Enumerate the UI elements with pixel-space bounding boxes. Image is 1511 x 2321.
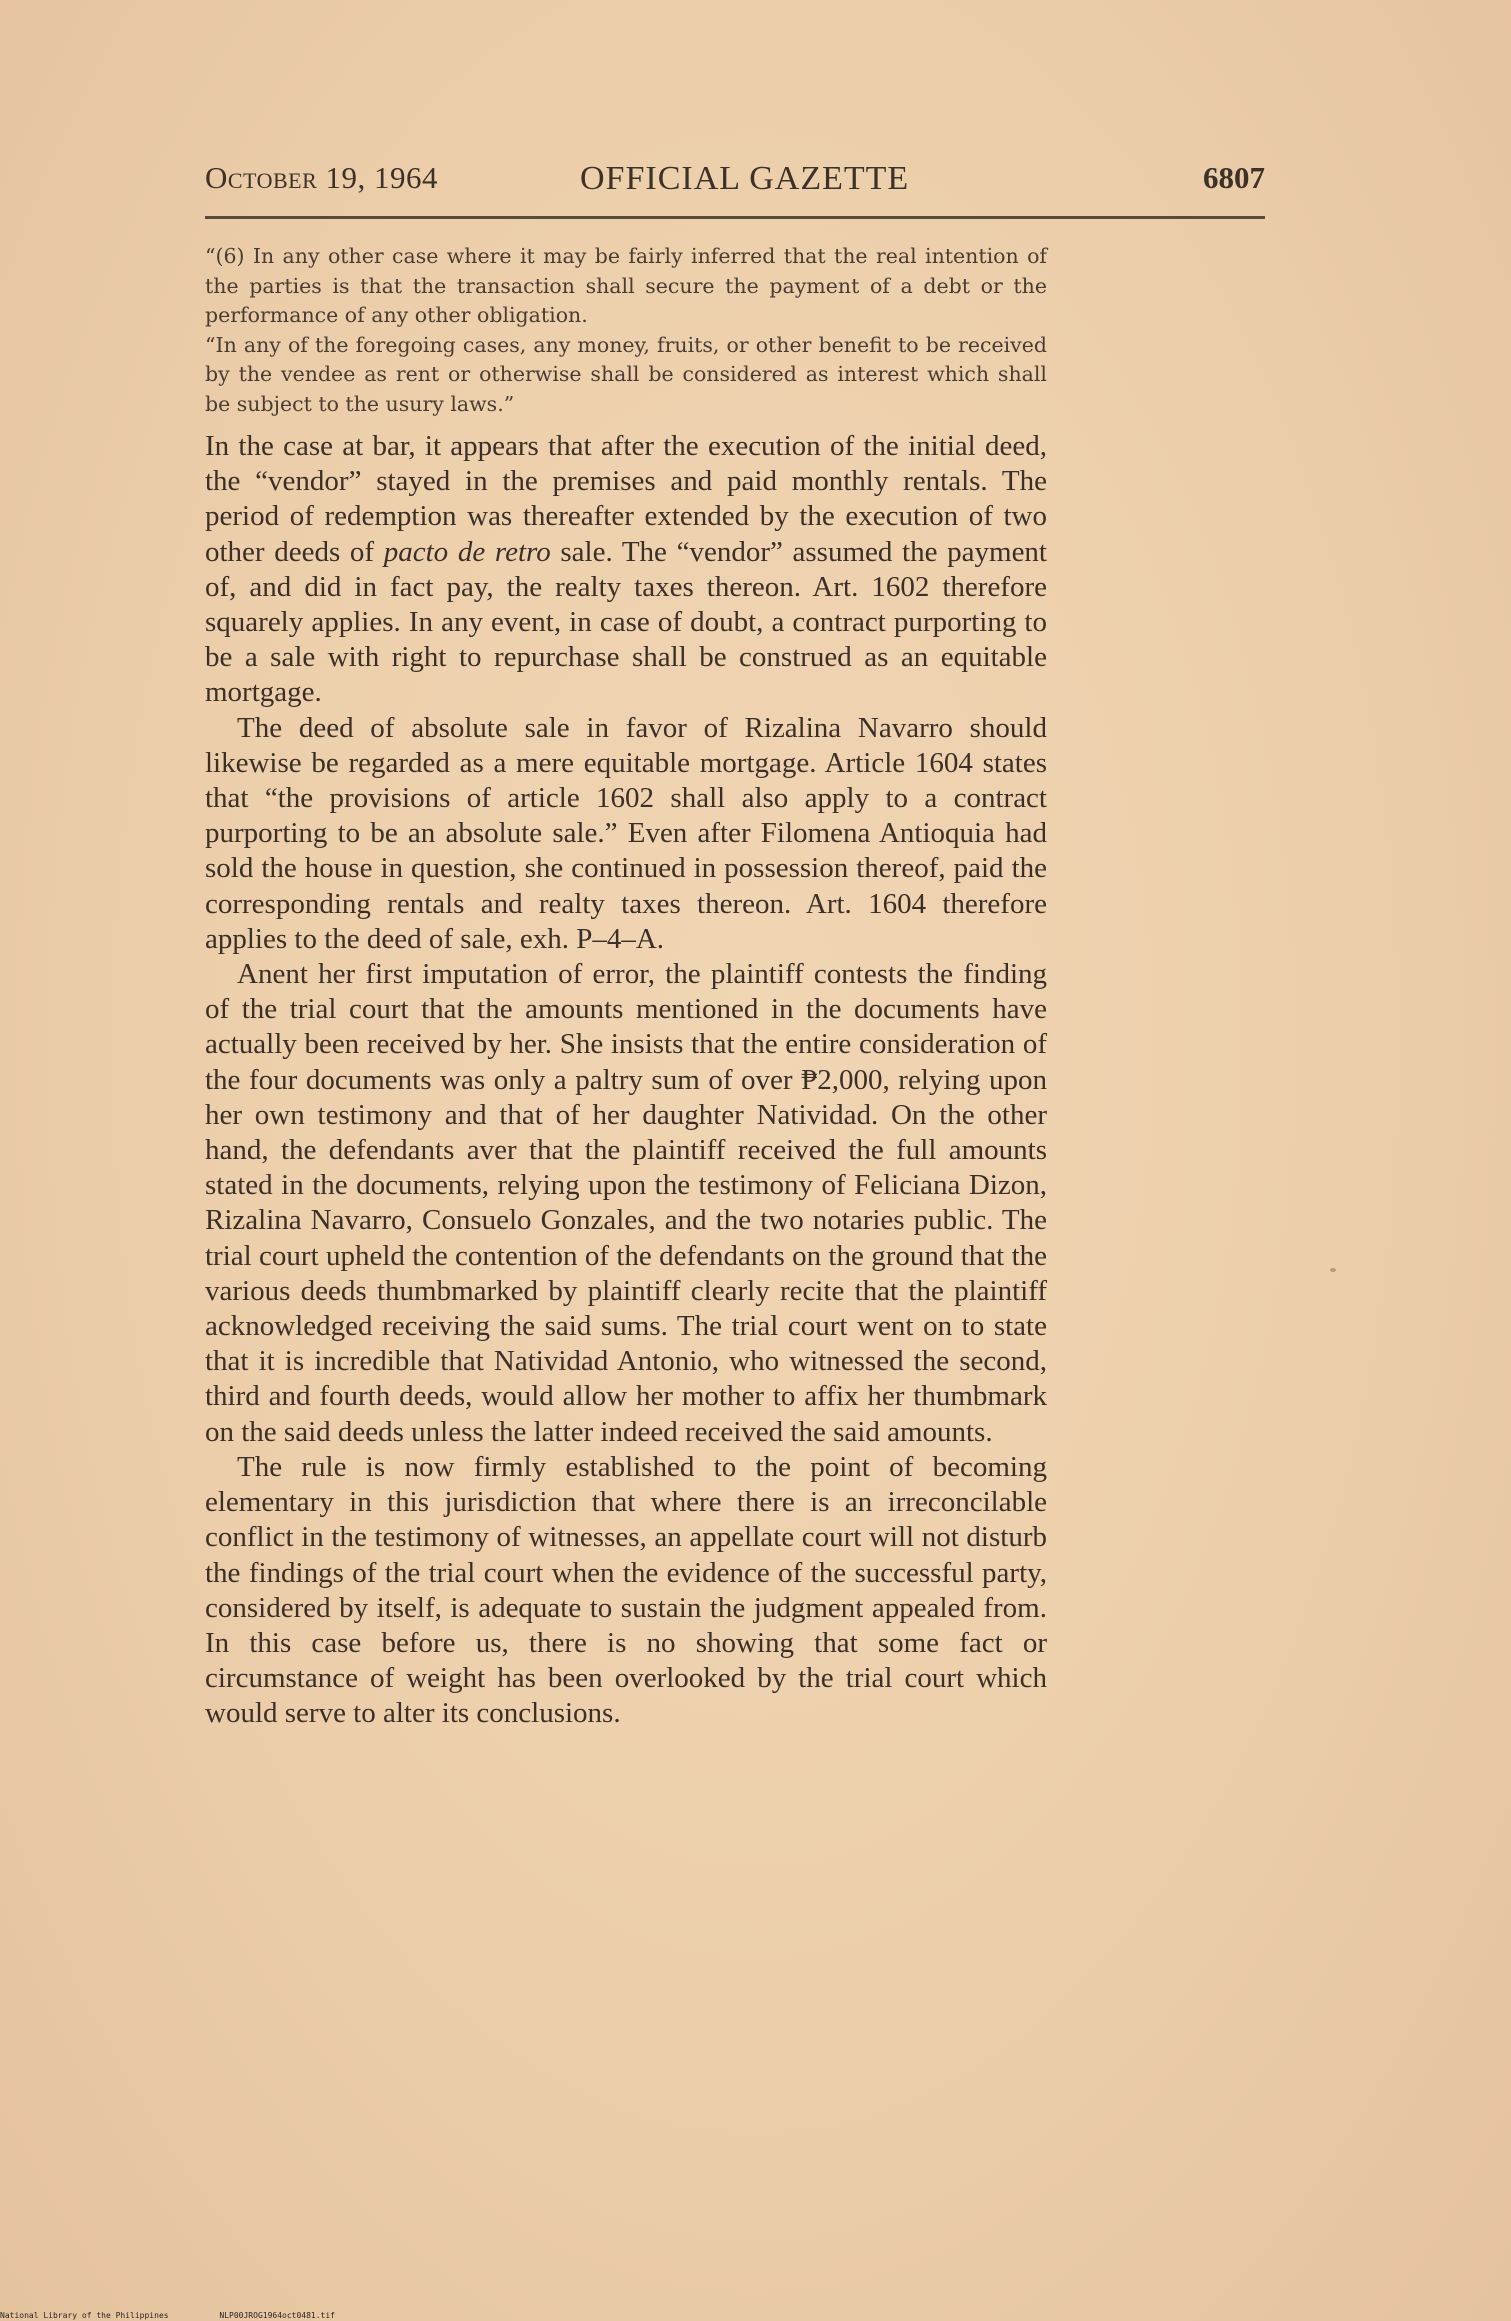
body-paragraph-1 [205, 429, 1047, 711]
body-paragraph-1-part-1: In the case at bar, it appears that after the execution of the initial deed, the “vendor” stayed in the premises and paid monthly rentals. The period of redemption was thereafter extended by the execution of two other deeds of [205, 430, 1047, 568]
body-paragraph-3: Anent her first imputation of error, the plaintiff contests the finding of the trial court that the amounts mentioned in the documents have actually been received by her. She insists that the entire consideration of the four documents was only a paltry sum of over ₱2,000, relying upon her own testimony and that of her daughter Natividad. On the other hand, the defendants aver that the plaintiff received the full amounts stated in the documents, relying upon the testimony of Feliciana Dizon, Rizalina Navarro, Consuelo Gonzales, and the two notaries public. The trial court upheld the contention of the defendants on the ground that the various deeds thumbmarked by plaintiff clearly recite that the plaintiff acknowledged receiving the said sums. The trial court went on to state that it is incredible that Natividad Antonio, who witnessed the second, third and fourth deeds, would allow her mother to affix her thumbmark on the said deeds unless the latter indeed received the said amounts. [205, 958, 1047, 1448]
body-paragraph-2: The deed of absolute sale in favor of Rizalina Navarro should likewise be regarded as a mere equitable mortgage. Article 1604 states that “the provisions of article 1602 shall also apply to a contract purporting to be an absolute sale.” Even after Filomena Antioquia had sold the house in question, she continued in possession thereof, paid the corresponding rentals and realty taxes thereon. Art. 1604 therefore applies to the deed of sale, exh. P–4–A. [205, 711, 1047, 955]
body-paragraph-1-italic: pacto de retro [383, 535, 551, 568]
quoted-provision [205, 242, 1047, 419]
quote-paragraph-2: “In any of the foregoing cases, any money, fruits, or other benefit to be received by the vendee as rent or otherwise shall be considered as interest which shall be subject to the usury laws.” [205, 332, 1047, 416]
page-header [205, 160, 1265, 204]
header-date: October 19, 1964 [205, 160, 439, 195]
scan-footer [0, 2311, 335, 2320]
body-text [205, 429, 1047, 1732]
header-rule [205, 216, 1265, 219]
page-speck [1330, 1268, 1336, 1272]
footer-file-id: NLP00JROG1964oct0481.tif [219, 2311, 335, 2320]
header-title: OFFICIAL GAZETTE [580, 160, 910, 197]
footer-library: National Library of the Philippines [0, 2311, 169, 2320]
body-paragraph-4: The rule is now firmly established to the point of becoming elementary in this jurisdiction that where there is an irreconcilable conflict in the testimony of witnesses, an appellate court will not disturb the findings of the trial court when the evidence of the successful party, considered by itself, is adequate to sustain the judgment appealed from. In this case before us, there is no showing that some fact or circumstance of weight has been overlooked by the trial court which would serve to alter its conclusions. [205, 1450, 1047, 1730]
header-page-number: 6807 [1203, 160, 1265, 195]
quote-paragraph-1: “(6) In any other case where it may be fairly inferred that the real intention of the parties is that the transaction shall secure the payment of a debt or the performance of any other obligation. [205, 244, 1047, 327]
body-paragraph-1-part-2: sale. The “vendor” assumed the payment of, and did in fact pay, the realty taxes thereon. Art. 1602 therefore squarely applies. In any event, in case of doubt, a contract purporting to be a sale with right to repurchase shall be construed as an equitable mortgage. [205, 535, 1047, 709]
